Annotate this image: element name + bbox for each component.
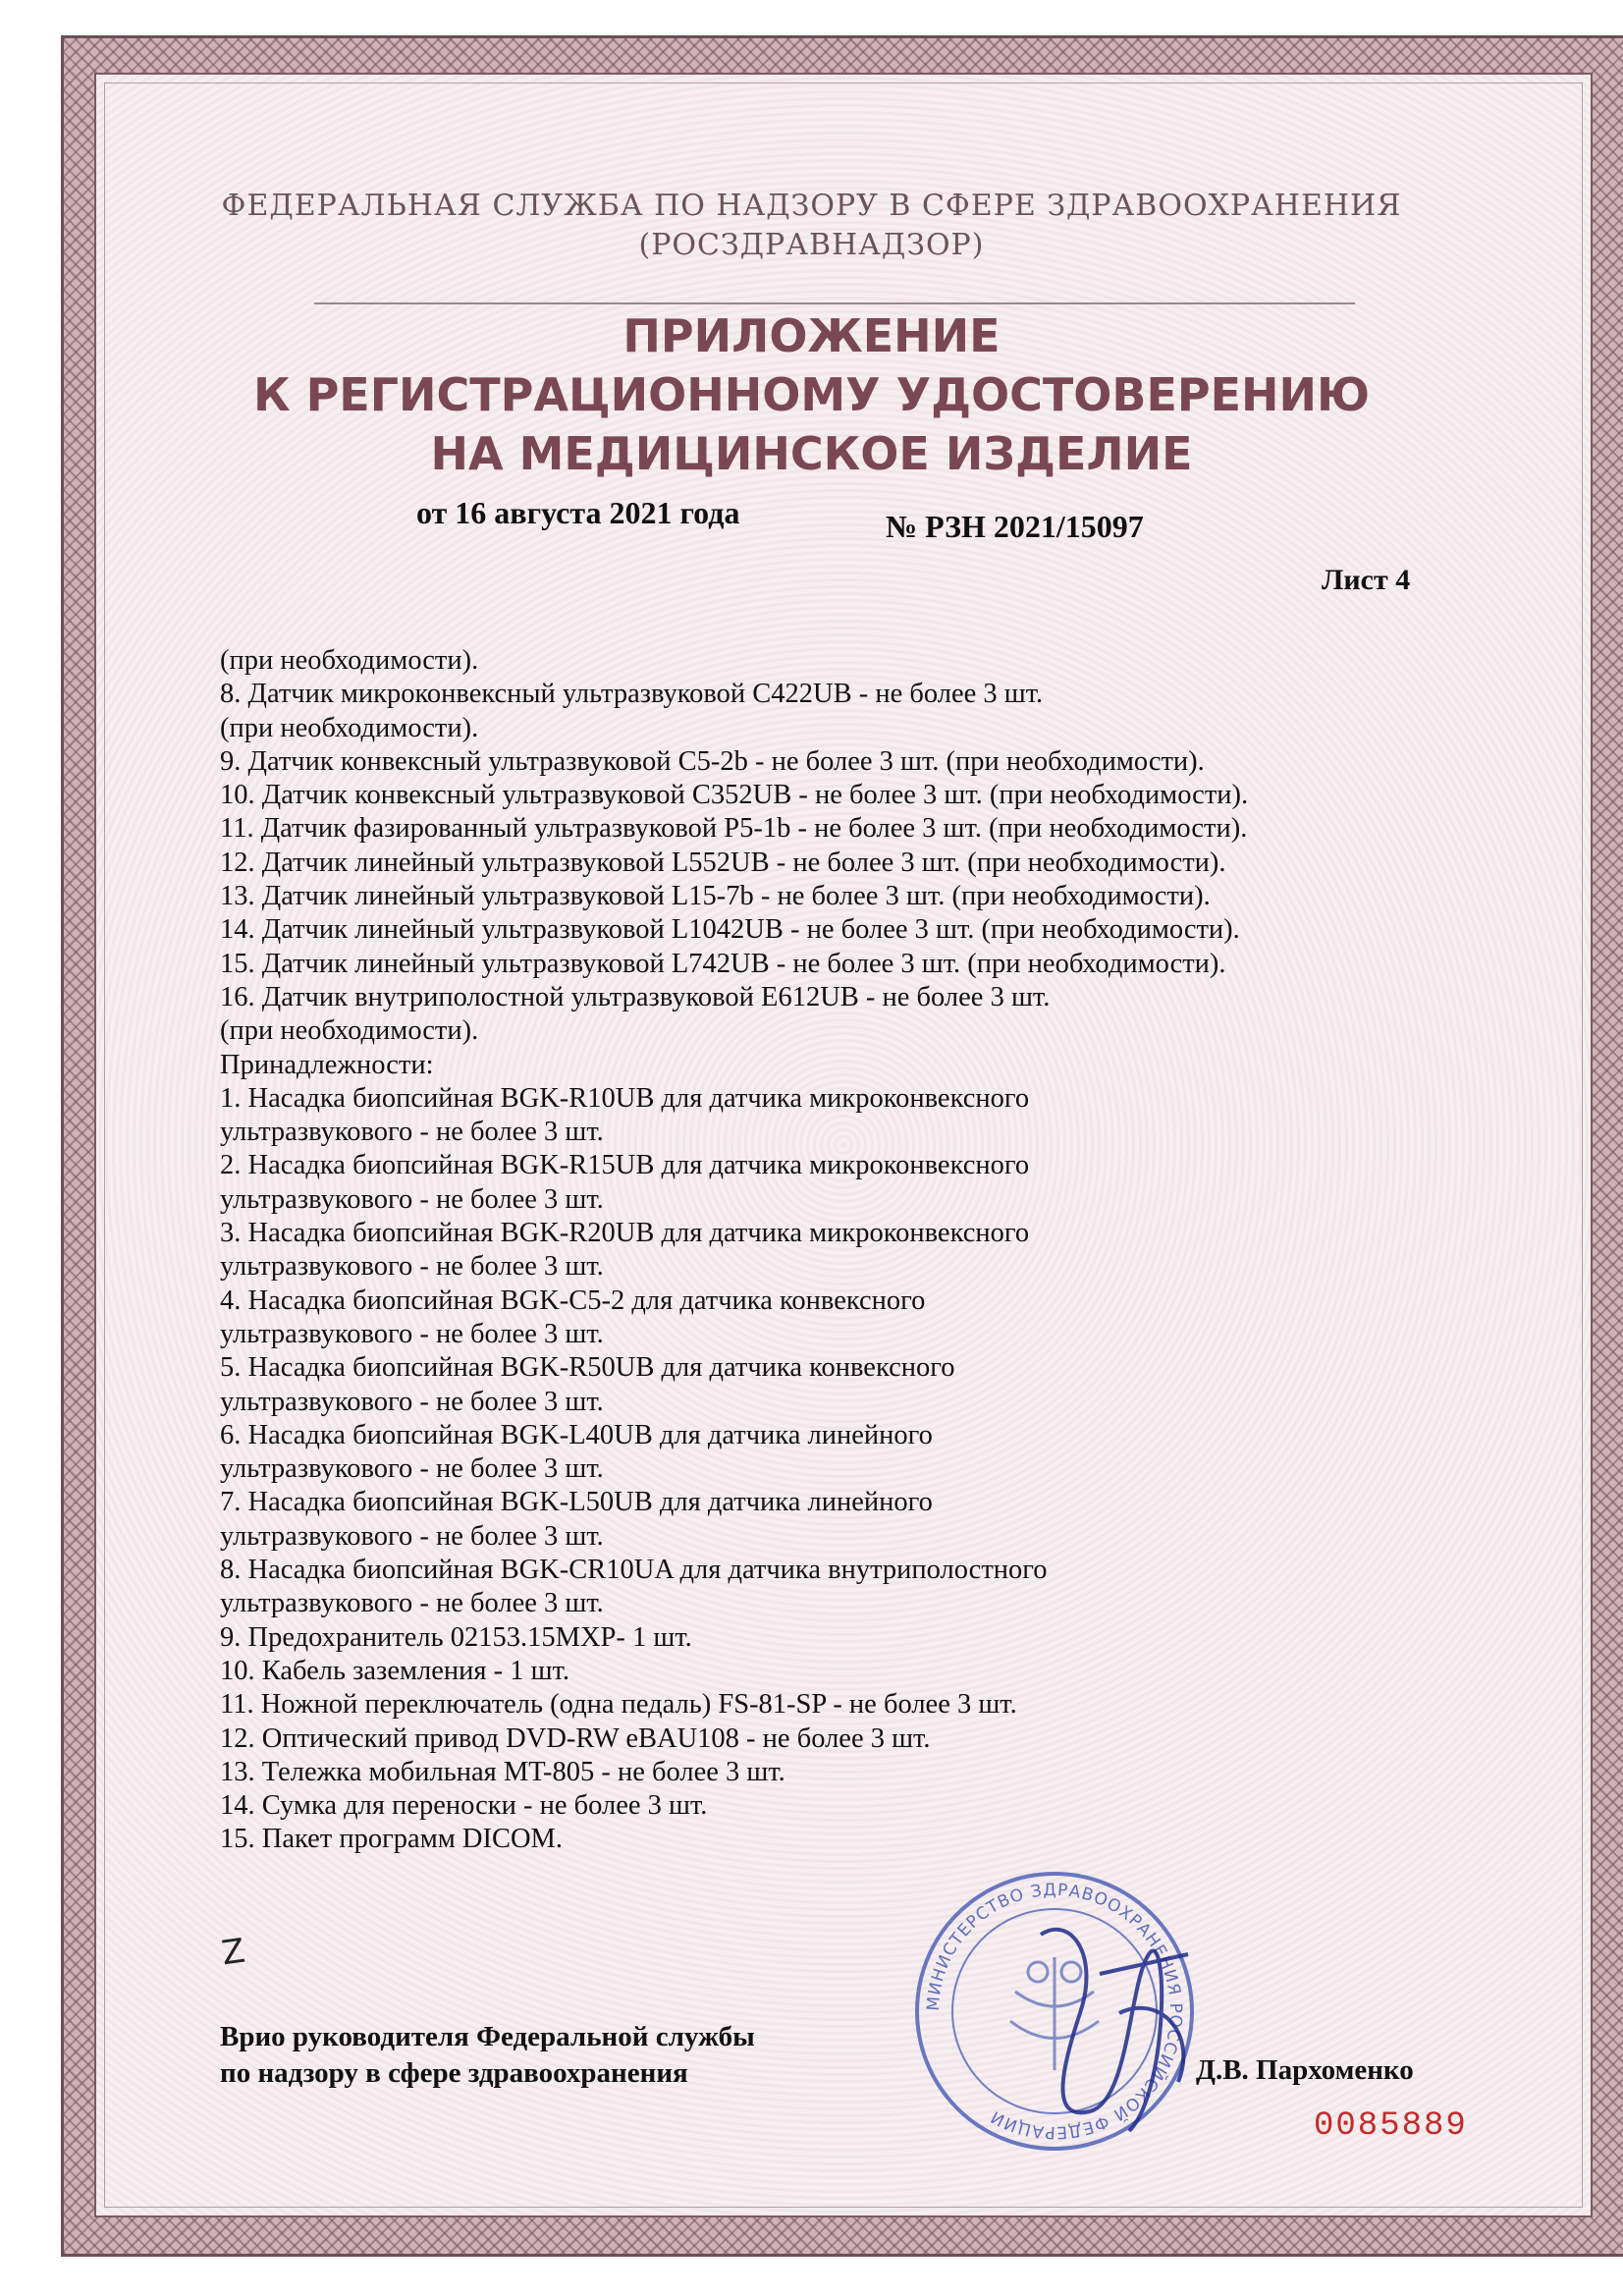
title-line-3: НА МЕДИЦИНСКОЕ ИЗДЕЛИЕ [430,427,1193,480]
body-line: ультразвукового - не более 3 шт. [220,1386,604,1417]
body-line: 11. Датчик фазированный ультразвуковой P5-1b - не более 3 шт. (при необходимости). [220,813,1248,845]
agency-name [0,187,1623,265]
body-line: 15. Пакет программ DICOM. [220,1824,564,1855]
serial-number: 0085889 [1314,2107,1468,2145]
body-line: ультразвукового - не более 3 шт. [220,1183,604,1215]
position-line-1: Врио руководителя Федеральной службы [220,2021,755,2052]
body-line: ультразвукового - не более 3 шт. [220,1117,604,1148]
header-divider [314,302,1355,304]
body-line: ультразвукового - не более 3 шт. [220,1453,604,1485]
body-line: 10. Кабель заземления - 1 шт. [220,1655,569,1686]
body-line: ультразвукового - не более 3 шт. [220,1251,604,1283]
body-line: 7. Насадка биопсийная BGK-L50UB для датчика линейного [220,1487,933,1518]
handwritten-signature [982,1895,1276,2151]
agency-line-2: (РОСЗДРАВНАДЗОР) [638,228,985,262]
body-line: 13. Датчик линейный ультразвуковой L15-7b - не более 3 шт. (при необходимости). [220,881,1211,912]
body-line: 15. Датчик линейный ультразвуковой L742UB - не более 3 шт. (при необходимости). [220,948,1226,979]
body-line: 1. Насадка биопсийная BGK-R10UB для датчика микроконвексного [220,1082,1030,1114]
body-line: 12. Оптический привод DVD-RW eBAU108 - не более 3 шт. [220,1722,931,1754]
body-line: (при необходимости). [220,1015,479,1047]
body-line: 16. Датчик внутриполостной ультразвуковой E612UB - не более 3 шт. [220,981,1051,1012]
body-line: ультразвукового - не более 3 шт. [220,1318,604,1349]
body-line: 14. Сумка для переноски - не более 3 шт. [220,1790,708,1822]
issue-date: от 16 августа 2021 года [416,495,740,530]
body-line: 5. Насадка биопсийная BGK-R50UB для датчика конвексного [220,1352,955,1384]
body-line: 8. Датчик микроконвексный ультразвуковой C422UB - не более 3 шт. [220,679,1044,710]
body-line: 9. Предохранитель 02153.15MXP- 1 шт. [220,1621,692,1653]
body-line: 6. Насадка биопсийная BGK-L40UB для датчика линейного [220,1419,933,1450]
body-line: 11. Ножной переключатель (одна педаль) FS-81-SP - не более 3 шт. [220,1689,1017,1721]
signatory-position [220,2019,755,2092]
body-line: (при необходимости). [220,645,479,676]
body-line: 13. Тележка мобильная MT-805 - не более 3 шт. [220,1756,785,1787]
body-line: 3. Насадка биопсийная BGK-R20UB для датчика микроконвексного [220,1218,1030,1249]
body-line: ультразвукового - не более 3 шт. [220,1588,604,1619]
title-line-2: К РЕГИСТРАЦИОННОМУ УДОСТОВЕРЕНИЮ [252,368,1371,421]
position-line-2: по надзору в сфере здравоохранения [220,2057,688,2089]
body-line: 2. Насадка биопсийная BGK-R15UB для датчика микроконвексного [220,1150,1030,1181]
body-line: 14. Датчик линейный ультразвуковой L1042UB - не более 3 шт. (при необходимости). [220,914,1240,946]
body-line: 8. Насадка биопсийная BGK-CR10UA для датчика внутриполостного [220,1555,1048,1586]
body-line: 9. Датчик конвексный ультразвуковой C5-2b - не более 3 шт. (при необходимости). [220,745,1205,777]
title-line-1: ПРИЛОЖЕНИЕ [622,309,1001,362]
agency-line-1: ФЕДЕРАЛЬНАЯ СЛУЖБА ПО НАДЗОРУ В СФЕРЕ ЗДРАВООХРАНЕНИЯ [221,189,1402,223]
signer-name: Д.В. Пархоменко [1196,2054,1414,2086]
end-mark: Z [219,1931,247,1974]
body-line: 12. Датчик линейный ультразвуковой L552UB - не более 3 шт. (при необходимости). [220,847,1226,878]
body-line: 4. Насадка биопсийная BGK-C5-2 для датчика конвексного [220,1285,926,1316]
body-line: (при необходимости). [220,712,479,743]
body-line: Принадлежности: [220,1049,434,1080]
sheet-number: Лист 4 [1322,564,1411,596]
body-line: ультразвукового - не более 3 шт. [220,1520,604,1552]
body-text [220,644,1496,1857]
registration-number: № РЗН 2021/15097 [886,509,1144,544]
document-title [0,306,1623,483]
seal-text: МИНИСТЕРСТВО ЗДРАВООХРАНЕНИЯ РОССИЙСКОЙ ФЕДЕРАЦИИ [923,1880,1186,2143]
body-line: 10. Датчик конвексный ультразвуковой C352UB - не более 3 шт. (при необходимости). [220,780,1249,811]
